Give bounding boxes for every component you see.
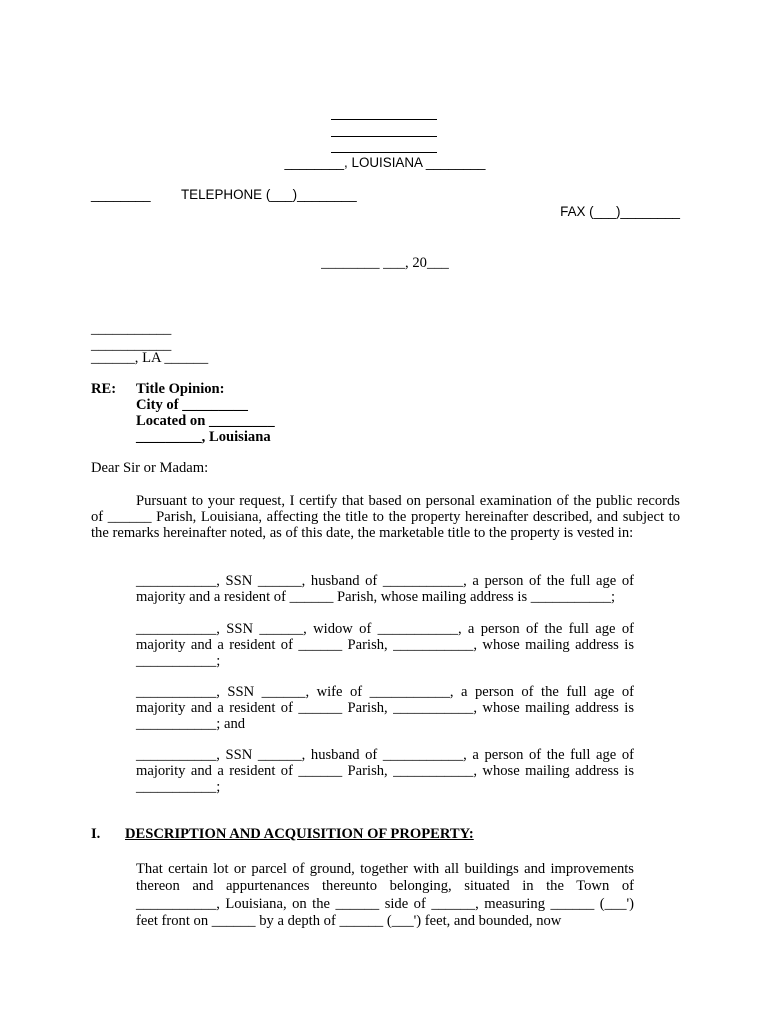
section-1-text: That certain lot or parcel of ground, together with all buildings and improvements thereon and appurtenances thereunto belonging, situated in the Town of ___________, Louisiana, on the ______ side of ______, measuring ______ (___') feet front on ______ by a depth of ______ (___') feet, and bounded, now (136, 861, 634, 929)
re-located-on: Located on _________ (136, 413, 275, 429)
re-title-opinion: Title Opinion: (136, 381, 225, 397)
intro-paragraph: Pursuant to your request, I certify that based on personal examination of the public records of ______ Parish, Louisiana, affecting the title to the property hereinafter described, and subject to the remarks hereinafter noted, as of this date, the marketable title to the property is vested in: (91, 493, 680, 541)
letterhead-phone-left-blank: ________ (91, 187, 151, 202)
address-line-2: ___________ (91, 337, 172, 353)
owner-paragraph-4: ___________, SSN ______, husband of ___________, a person of the full age of majority and a resident of ______ Parish, ___________, whose mailing address is ___________; (136, 747, 634, 795)
letterhead-telephone: TELEPHONE (___)________ (181, 187, 357, 202)
letterhead-blank-line-2 (331, 136, 437, 137)
re-city: City of _________ (136, 397, 248, 413)
section-1-number: I. (91, 826, 101, 842)
owner-paragraph-2: ___________, SSN ______, widow of ___________, a person of the full age of majority and a resident of ______ Parish, ___________, whose mailing address is ___________; (136, 621, 634, 669)
letterhead-blank-line-3 (331, 152, 437, 153)
owner-paragraph-3: ___________, SSN ______, wife of ___________, a person of the full age of majority and a resident of ______ Parish, ___________, whose mailing address is ___________; and (136, 684, 634, 732)
date-line: ________ ___, 20___ (321, 255, 449, 271)
salutation: Dear Sir or Madam: (91, 460, 209, 476)
address-line-3: ______, LA ______ (91, 350, 209, 366)
re-parish-louisiana: _________, Louisiana (136, 429, 271, 445)
letterhead-fax: FAX (___)________ (560, 204, 680, 219)
re-label: RE: (91, 381, 117, 397)
owner-paragraph-1: ___________, SSN ______, husband of ___________, a person of the full age of majority and a resident of ______ Parish, whose mailing address is ___________; (136, 573, 634, 605)
letterhead-blank-line-1 (331, 119, 437, 120)
address-line-1: ___________ (91, 321, 172, 337)
section-1-heading: DESCRIPTION AND ACQUISITION OF PROPERTY: (125, 826, 474, 842)
letterhead-city-state: ________, LOUISIANA ________ (284, 155, 486, 170)
